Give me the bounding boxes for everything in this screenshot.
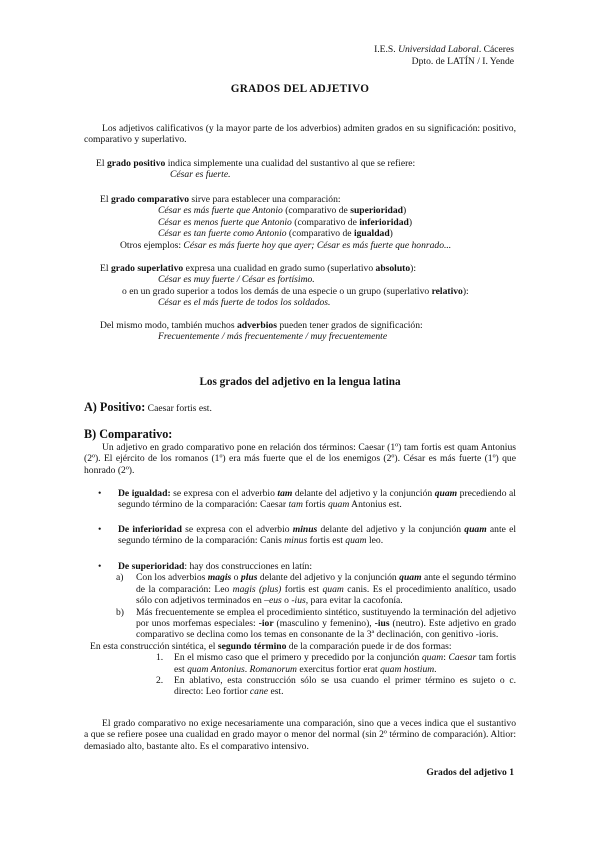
page-footer: Grados del adjetivo 1: [426, 767, 514, 778]
page-header: [374, 44, 514, 67]
page-title: GRADOS DEL ADJETIVO: [230, 83, 370, 95]
section-a-positivo: A) Positivo: Caesar fortis est.: [84, 400, 212, 414]
section-b-comparativo: B) Comparativo:: [84, 427, 173, 441]
superlativo-paragraph: El grado superlativo expresa una cualidad en grado sumo (superlativo absoluto): César es muy fuerte / César es fortísimo. o en un grado superior a todos los demás de una especie o un grupo (superlativo relativo): César es el más fuerte de todos los soldados.: [100, 263, 469, 309]
adverbios-paragraph: Del mismo modo, también muchos adverbios pueden tener grados de significación: Frecuentemente / más frecuentemente / muy frecuentemente: [100, 320, 423, 343]
segundo-termino-option-1: 1. En el mismo caso que el primero y precedido por la conjunción quam: Caesar tam fortis est quam Antonius. Romanorum exercitus fortior erat quam hostium.: [156, 652, 516, 675]
bullet-icon: •: [98, 488, 102, 499]
superioridad-option-b: b) Más frecuentemente se emplea el procedimiento sintético, sustituyendo la terminación del adjetivo por unos morfemas especiales: -ior (masculino y femenino), -ius (neutro). Este adjetivo en grado comparativo se declina como los temas en consonante de la 3ª declinación, con genitivo -ioris.: [116, 606, 516, 641]
comparativo-paragraph: El grado comparativo sirve para establecer una comparación: César es más fuerte que Antonio (comparativo de superioridad) César es menos fuerte que Antonio (comparativo de inferioridad) César es tan fuerte como Antonio (comparativo de igualdad) Otros ejemplos: César es más fuerte hoy que ayer; César es más fuerte que honrado...: [100, 194, 452, 251]
positivo-paragraph: El grado positivo indica simplemente una cualidad del sustantivo al que se refiere: César es fuerte.: [96, 158, 416, 181]
bullet-icon: •: [98, 561, 102, 572]
closing-paragraph: El grado comparativo no exige necesariamente una comparación, sino que a veces indica que el sustantivo a que se refiere posee una cualidad en grado mayor o menor del normal (sin 2º término de comparación). Altior: demasiado alto, bastante alto. Es el comparativo intensivo.: [84, 718, 516, 752]
igualdad-item: • De igualdad: se expresa con el adverbio tam delante del adjetivo y la conjunción quam precediendo al segundo término de la comparación: Caesar tam fortis quam Antonius est.: [98, 488, 516, 511]
bullet-icon: •: [98, 524, 102, 535]
intro-paragraph: Los adjetivos calificativos (y la mayor parte de los adverbios) admiten grados en su significación: positivo, comparativo y superlativo.: [84, 123, 516, 146]
segundo-termino-option-2: 2. En ablativo, esta construcción sólo se usa cuando el primer término es sujeto o c. directo: Leo fortior cane est.: [156, 675, 516, 698]
superioridad-item: • De superioridad: hay dos construcciones en latín: a) Con los adverbios magis o plus delante del adjetivo y la conjunción quam ante el segundo término de la comparación: Leo magis (plus) fortis est quam canis. Es el procedimiento analítico, usado sólo con adjetivos terminados en –eus o -ius, para evitar la cacofonía. b) Más frecuentemente se emplea el procedimiento sintético, sustituyendo la terminación del adjetivo por unos morfemas especiales: -ior (masculino y femenino), -ius (neutro). Este adjetivo en grado comparativo se declina como los temas en consonante de la 3ª declinación, con genitivo -ioris. En esta construcción sintética, el segundo término de la comparación puede ir de dos formas: 1. En el mismo caso que el primero y precedido por la conjunción quam: Caesar tam fortis est quam Antonius. Romanorum exercitus fortior erat quam hostium. 2. En ablativo, esta construcción sólo se usa cuando el primer término es sujeto o c. directo: Leo fortior cane est.: [90, 561, 517, 698]
segundo-termino-line: En esta construcción sintética, el segundo término de la comparación puede ir de dos formas:: [90, 640, 452, 652]
comparativo-intro-paragraph: Un adjetivo en grado comparativo pone en relación dos términos: Caesar (1º) tam fortis est quam Antonius (2º). El ejército de los romanos (1º) era más fuerte que el de los enemigos (2º). César es más fuerte (1º) que honrado (2º).: [84, 442, 516, 476]
latin-section-title: Los grados del adjetivo en la lengua latina: [199, 376, 401, 388]
header-line-1: I.E.S. Universidad Laboral. Cáceres: [374, 44, 514, 55]
header-line-2: Dpto. de LATÍN / I. Yende: [411, 55, 514, 67]
superioridad-option-a: a) Con los adverbios magis o plus delante del adjetivo y la conjunción quam ante el segundo término de la comparación: Leo magis (plus) fortis est quam canis. Es el procedimiento analítico, usado sólo con adjetivos terminados en –eus o -ius, para evitar la cacofonía.: [116, 572, 517, 607]
inferioridad-item: • De inferioridad se expresa con el adverbio minus delante del adjetivo y la conjunción quam ante el segundo término de la comparación: Canis minus fortis est quam leo.: [98, 524, 516, 547]
